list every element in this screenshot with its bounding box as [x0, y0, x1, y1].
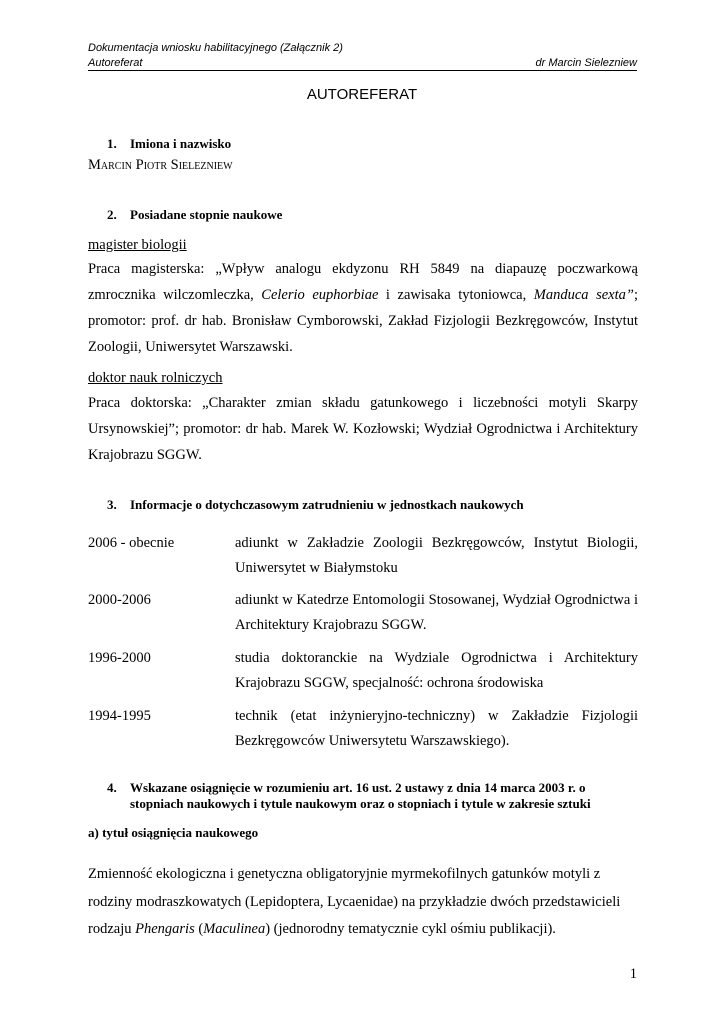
employment-description: adiunkt w Zakładzie Zoologii Bezkręgowców, Instytut Biologii, Uniwersytet w Białymstoku	[235, 535, 638, 576]
author-name: Marcin Piotr Sielezniew	[88, 157, 233, 173]
degree-2-title: doktor nauk rolniczych	[88, 370, 223, 386]
page-title: AUTOREFERAT	[306, 86, 418, 103]
employment-description: technik (etat inżynieryjno-techniczny) w Zakładzie Fizjologii Bezkręgowców Uniwersytetu Warszawskiego).	[235, 708, 638, 749]
employment-years: 1996-2000	[88, 650, 151, 666]
section-2-heading	[107, 207, 282, 222]
degree-1-description: Praca magisterska: „Wpływ analogu ekdyzonu RH 5849 na diapauzę poczwarkową zmrocznika wilczomleczka, Celerio euphorbiae i zawisaka tytoniowca, Manduca sexta”; promotor: prof. dr hab. Bronisław Cymborowski, Zakład Fizjologii Bezkręgowców, Instytut Zoologii, Uniwersytet Warszawski.	[88, 261, 638, 355]
employment-description: studia doktoranckie na Wydziale Ogrodnictwa i Architektury Krajobrazu SGGW, specjalność: ochrona środowiska	[235, 650, 638, 691]
section-title: Imiona i nazwisko	[130, 136, 232, 151]
page-number: 1	[629, 966, 637, 982]
section-title: Posiadane stopnie naukowe	[130, 207, 283, 222]
employment-description: adiunkt w Katedrze Entomologii Stosowanej, Wydział Ogrodnictwa i Architektury Krajobrazu SGGW.	[235, 592, 638, 633]
subsection-a-heading: a) tytuł osiągnięcia naukowego	[88, 825, 259, 840]
header-author: dr Marcin Sielezniew	[535, 57, 637, 69]
section-number: 2.	[107, 207, 117, 222]
section-3-heading	[107, 497, 524, 512]
section-number: 4.	[107, 780, 117, 795]
section-title: Informacje o dotychczasowym zatrudnieniu w jednostkach naukowych	[130, 497, 524, 512]
degree-1-title: magister biologii	[88, 237, 187, 253]
employment-years: 1994-1995	[88, 708, 151, 724]
achievement-title: Zmienność ekologiczna i genetyczna obligatoryjnie myrmekofilnych gatunków motyli z rodziny modraszkowatych (Lepidoptera, Lycaenidae) na przykładzie dwóch przedstawicieli rodzaju Phengaris (Maculinea) (jednorodny tematycznie cykl ośmiu publikacji).	[88, 866, 621, 937]
section-1-heading	[107, 136, 231, 151]
section-title: Wskazane osiągnięcie w rozumieniu art. 16 ust. 2 ustawy z dnia 14 marca 2003 r. o stopniach naukowych i tytule naukowym oraz o stopniach i tytule w zakresie sztuki	[130, 780, 591, 811]
employment-years: 2006 - obecnie	[88, 535, 175, 551]
section-4-heading	[107, 780, 637, 812]
section-number: 1.	[107, 136, 117, 151]
header-document-title: Dokumentacja wniosku habilitacyjnego (Załącznik 2)	[88, 42, 343, 54]
degree-2-description: Praca doktorska: „Charakter zmian składu gatunkowego i liczebności motyli Skarpy Ursynowskiej”; promotor: dr hab. Marek W. Kozłowski; Wydział Ogrodnictwa i Architektury Krajobrazu SGGW.	[88, 395, 638, 463]
header-left: Autoreferat	[88, 57, 143, 69]
section-number: 3.	[107, 497, 117, 512]
header-rule	[88, 57, 637, 71]
employment-years: 2000-2006	[88, 592, 151, 608]
